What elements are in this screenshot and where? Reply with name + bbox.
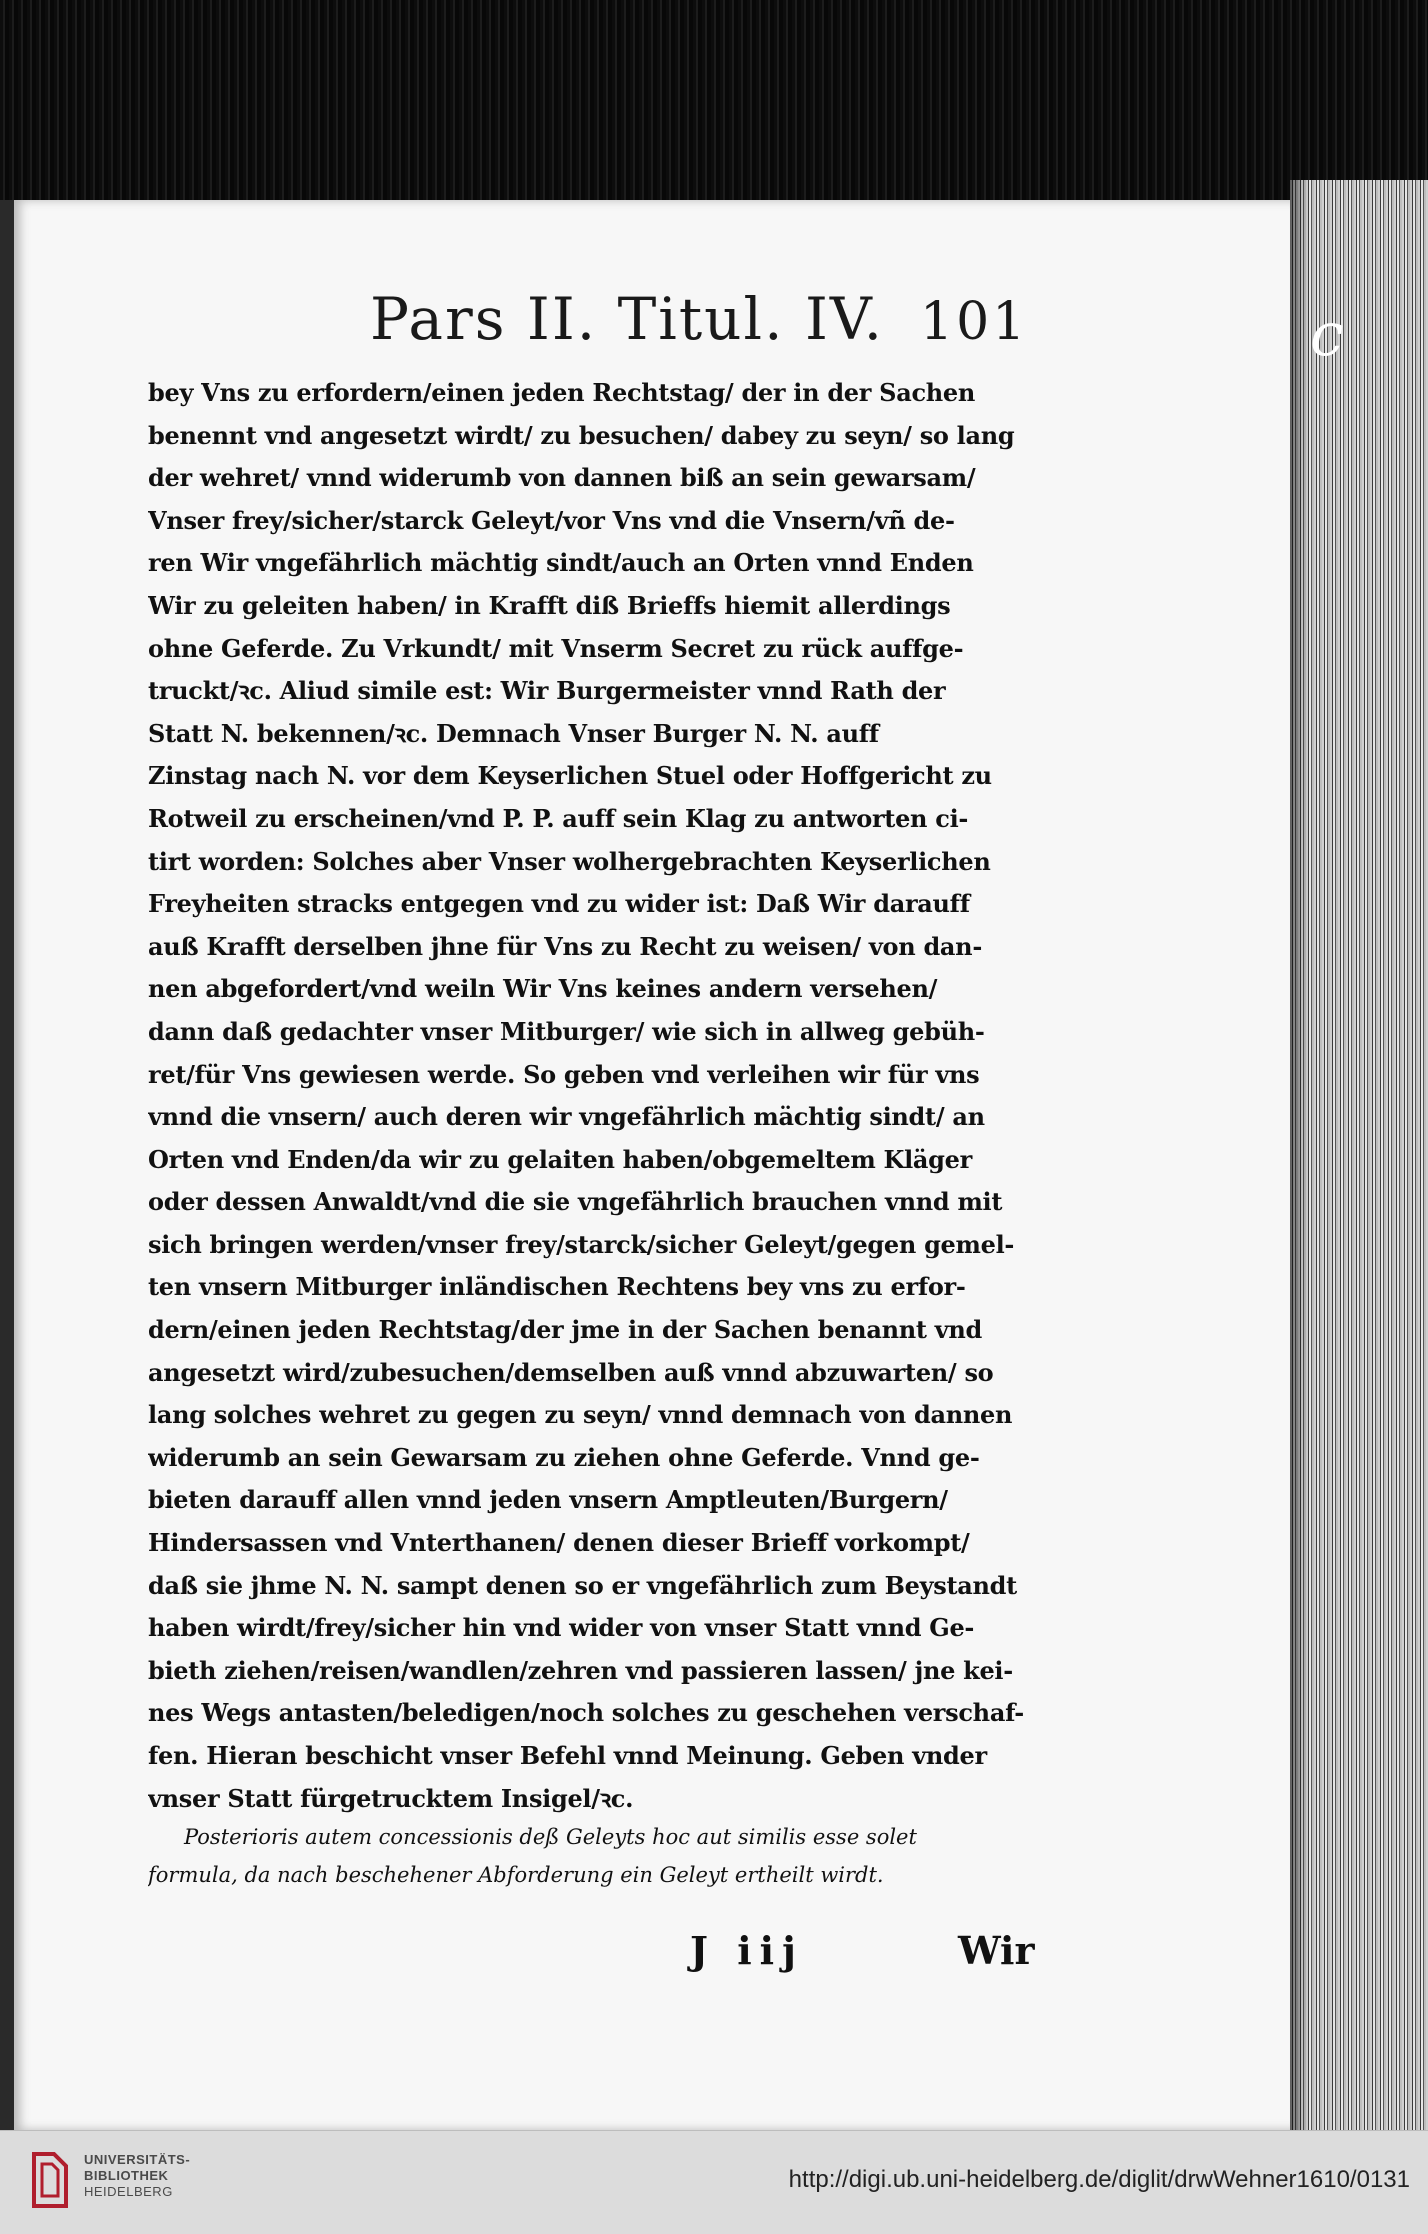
body-text bbox=[148, 372, 1028, 1820]
text-line: ren Wir vngefährlich mächtig sindt/auch an Orten vnnd Enden bbox=[148, 548, 974, 578]
text-line: lang solches wehret zu gegen zu seyn/ vnnd demnach von dannen bbox=[148, 1400, 1013, 1430]
library-name bbox=[84, 2152, 190, 2200]
source-url-link[interactable]: http://digi.ub.uni-heidelberg.de/diglit/drwWehner1610/0131 bbox=[788, 2166, 1410, 2193]
text-line: nes Wegs antasten/beledigen/noch solches zu geschehen verschaf- bbox=[148, 1698, 1024, 1728]
edge-mark: c bbox=[1310, 300, 1344, 370]
text-line: Wir zu geleiten haben/ in Krafft diß Brieffs hiemit allerdings bbox=[148, 590, 951, 620]
text-line: widerumb an sein Gewarsam zu ziehen ohne Geferde. Vnnd ge- bbox=[148, 1442, 980, 1472]
text-line: bieten darauff allen vnnd jeden vnsern Amptleuten/Burgern/ bbox=[148, 1485, 948, 1515]
page-left-edge bbox=[0, 200, 14, 2130]
text-line: Rotweil zu erscheinen/vnd P. P. auff sein Klag zu antworten ci- bbox=[148, 803, 969, 833]
note-paragraph bbox=[148, 1818, 1028, 1894]
text-line: benennt vnd angesetzt wirdt/ zu besuchen/ dabey zu seyn/ so lang bbox=[148, 420, 1015, 450]
library-name-line: UNIVERSITÄTS- bbox=[84, 2152, 191, 2167]
text-line: haben wirdt/frey/sicher hin vnd wider von vnser Statt vnnd Ge- bbox=[148, 1613, 975, 1643]
text-line: Freyheiten stracks entgegen vnd zu wider ist: Daß Wir darauff bbox=[148, 889, 970, 919]
note-line: Posterioris autem concessionis deß Geleyts hoc aut similis esse solet bbox=[184, 1825, 917, 1849]
text-line: daß sie jhme N. N. sampt denen so er vngefährlich zum Beystandt bbox=[148, 1570, 1017, 1600]
running-header: Pars II. Titul. IV. bbox=[370, 285, 885, 353]
page-number: 101 bbox=[920, 292, 1029, 352]
text-line: ret/für Vns gewiesen werde. So geben vnd verleihen wir für vns bbox=[148, 1059, 980, 1089]
library-logo-icon bbox=[30, 2150, 70, 2210]
text-line: oder dessen Anwaldt/vnd die sie vngefährlich brauchen vnnd mit bbox=[148, 1187, 1003, 1217]
note-line: formula, da nach beschehener Abforderung ein Geleyt ertheilt wirdt. bbox=[148, 1863, 884, 1887]
text-line: auß Krafft derselben jhne für Vns zu Recht zu weisen/ von dan- bbox=[148, 931, 982, 961]
text-line: bieth ziehen/reisen/wandlen/zehren vnd passieren lassen/ jne kei- bbox=[148, 1655, 1013, 1685]
text-line: ten vnsern Mitburger inländischen Rechtens bey vns zu erfor- bbox=[148, 1272, 966, 1302]
text-line: Vnser frey/sicher/starck Geleyt/vor Vns vnd die Vnsern/vñ de- bbox=[148, 505, 955, 535]
text-line: angesetzt wird/zubesuchen/demselben auß vnnd abzuwarten/ so bbox=[148, 1357, 994, 1387]
scan-background-top bbox=[0, 0, 1428, 210]
text-line: dern/einen jeden Rechtstag/der jme in der Sachen benannt vnd bbox=[148, 1315, 983, 1345]
text-line: Hindersassen vnd Vnterthanen/ denen dieser Brieff vorkompt/ bbox=[148, 1528, 970, 1558]
text-line: ohne Geferde. Zu Vrkundt/ mit Vnserm Secret zu rück auffge- bbox=[148, 633, 964, 663]
text-line: Zinstag nach N. vor dem Keyserlichen Stuel oder Hoffgericht zu bbox=[148, 761, 992, 791]
book-page-edges bbox=[1290, 180, 1428, 2135]
book-page-edge-shadow bbox=[1290, 180, 1308, 2135]
library-name-line: HEIDELBERG bbox=[84, 2184, 173, 2199]
text-line: vnnd die vnsern/ auch deren wir vngefährlich mächtig sindt/ an bbox=[148, 1102, 985, 1132]
text-line: bey Vns zu erfordern/einen jeden Rechtstag/ der in der Sachen bbox=[148, 378, 976, 407]
library-name-line: BIBLIOTHEK bbox=[84, 2168, 169, 2183]
text-line: nen abgefordert/vnd weiln Wir Vns keines andern versehen/ bbox=[148, 974, 938, 1004]
text-line: dann daß gedachter vnser Mitburger/ wie sich in allweg gebüh- bbox=[148, 1016, 985, 1046]
text-line: der wehret/ vnnd widerumb von dannen biß an sein gewarsam/ bbox=[148, 463, 976, 493]
text-line: truckt/ꝛc. Aliud simile est: Wir Burgermeister vnnd Rath der bbox=[148, 676, 946, 706]
text-line: tirt worden: Solches aber Vnser wolhergebrachten Keyserlichen bbox=[148, 846, 991, 876]
text-line: fen. Hieran beschicht vnser Befehl vnnd Meinung. Geben vnder bbox=[148, 1741, 987, 1770]
catchword: Wir bbox=[958, 1928, 1035, 1973]
text-line: Orten vnd Enden/da wir zu gelaiten haben/obgemeltem Kläger bbox=[148, 1144, 972, 1174]
text-line: Statt N. bekennen/ꝛc. Demnach Vnser Burger N. N. auff bbox=[148, 718, 879, 748]
text-line: sich bringen werden/vnser frey/starck/sicher Geleyt/gegen gemel- bbox=[148, 1229, 1015, 1259]
text-line: vnser Statt fürgetrucktem Insigel/ꝛc. bbox=[148, 1783, 634, 1813]
signature-mark: J iij bbox=[690, 1928, 804, 1973]
